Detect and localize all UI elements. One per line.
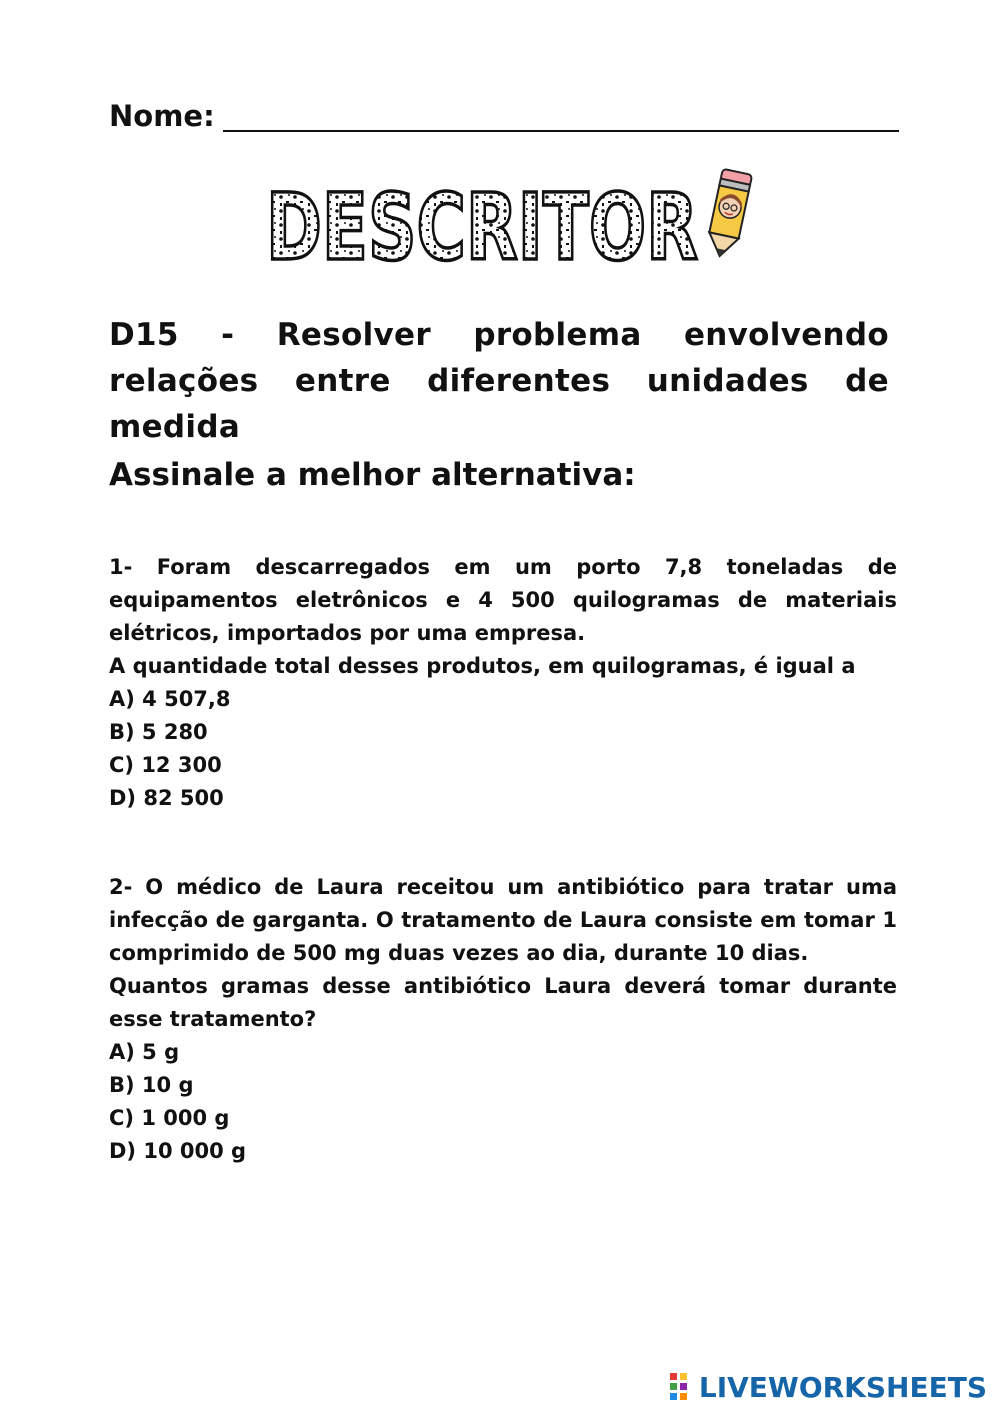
instruction-text: Assinale a melhor alternativa: [109, 457, 636, 493]
name-label: Nome: [109, 99, 215, 133]
question-1-stem: 1- Foram descarregados em um porto 7,8 toneladas de equipamentos eletrônicos e 4 500 quilogramas de materiais elétricos, importados por uma empresa. [109, 555, 897, 645]
name-field-row [109, 96, 899, 136]
descritor-logo [264, 165, 754, 281]
liveworksheets-logo-icon [669, 1372, 695, 1402]
question-1-prompt: A quantidade total desses produtos, em quilogramas, é igual a [109, 654, 856, 678]
question-2-option-b[interactable]: B) 10 g [109, 1073, 194, 1097]
question-2-option-c[interactable]: C) 1 000 g [109, 1106, 230, 1130]
name-blank-line[interactable] [223, 100, 899, 132]
liveworksheets-footer [669, 1367, 987, 1407]
descritor-logo-text [264, 174, 704, 281]
question-2-option-a[interactable]: A) 5 g [109, 1040, 180, 1064]
svg-text:DESCRITOR: DESCRITOR [266, 174, 698, 281]
pencil-mascot-icon [700, 165, 758, 260]
question-2 [109, 871, 897, 1168]
question-2-option-d[interactable]: D) 10 000 g [109, 1139, 247, 1163]
question-1-option-a[interactable]: A) 4 507,8 [109, 687, 231, 711]
descriptor-heading: D15 - Resolver problema envolvendo relações entre diferentes unidades de medida [109, 317, 889, 445]
question-1-option-b[interactable]: B) 5 280 [109, 720, 208, 744]
question-2-prompt: Quantos gramas desse antibiótico Laura deverá tomar durante esse tratamento? [109, 974, 897, 1031]
liveworksheets-brand: LIVEWORKSHEETS [698, 1370, 987, 1404]
question-1-option-d[interactable]: D) 82 500 [109, 786, 224, 810]
question-2-stem: 2- O médico de Laura receitou um antibiótico para tratar uma infecção de garganta. O tratamento de Laura consiste em tomar 1 comprimido de 500 mg duas vezes ao dia, durante 10 dias. [109, 875, 897, 965]
question-1 [109, 551, 897, 815]
question-1-option-c[interactable]: C) 12 300 [109, 753, 222, 777]
